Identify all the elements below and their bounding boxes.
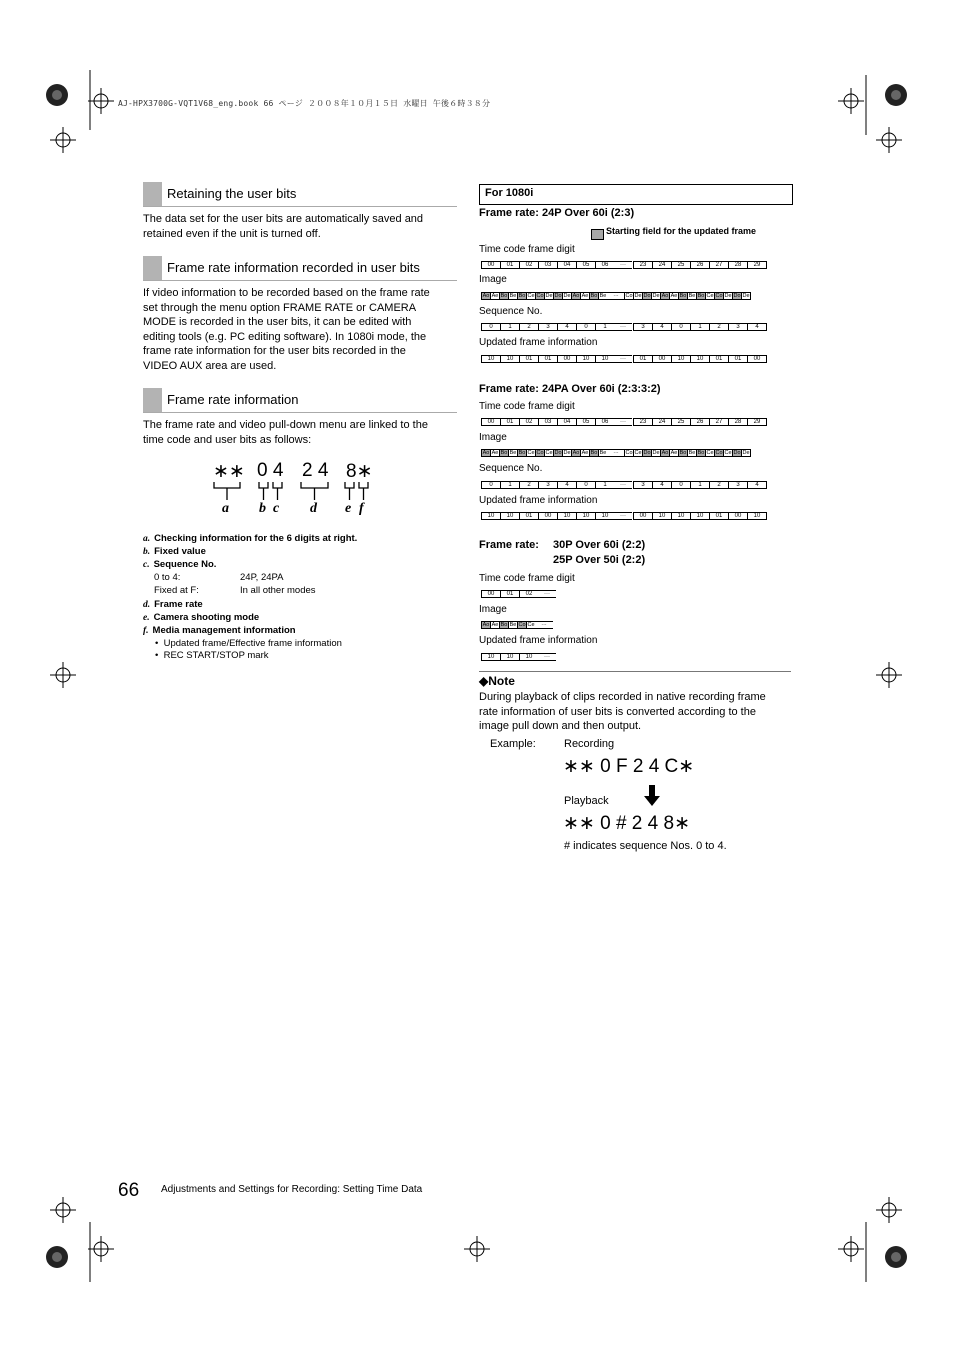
label-image: Image — [479, 604, 507, 615]
table-cell: Ae — [670, 450, 678, 456]
crosshair-icon — [876, 127, 902, 153]
upd-row-3 — [481, 653, 557, 661]
table-cell: ··· — [614, 355, 632, 363]
tc-row-1 — [481, 261, 766, 269]
table-cell: Ce — [527, 293, 535, 299]
table-cell: 00 — [747, 355, 767, 363]
text-line: MODE is recorded in the user bits, it can be edited with — [143, 316, 412, 328]
section-heading-retaining — [143, 182, 457, 207]
sequence-row-label: Fixed at F: — [154, 585, 199, 596]
table-cell: 06 — [595, 261, 615, 269]
table-cell: Bo — [697, 293, 705, 299]
table-cell: 3 — [538, 323, 558, 331]
table-cell: 4 — [557, 323, 577, 331]
table-cell: Be — [509, 622, 517, 628]
table-cell: 10 — [595, 512, 615, 520]
table-cell: Ae — [491, 622, 499, 628]
table-cell: 00 — [652, 355, 672, 363]
sequence-row-value: 24P, 24PA — [240, 572, 284, 583]
legend-item-c: c. Sequence No. — [143, 559, 217, 570]
table-cell: 0 — [481, 323, 501, 331]
table-cell: 05 — [576, 261, 596, 269]
table-cell: Be — [509, 293, 517, 299]
image-row-1 — [481, 292, 750, 300]
text-line: The data set for the user bits are automatically saved and — [143, 213, 424, 225]
label-tc: Time code frame digit — [479, 573, 575, 584]
table-cell: Ao — [661, 450, 669, 456]
table-cell: De — [742, 293, 750, 299]
table-cell: Be — [688, 450, 696, 456]
table-cell: 0 — [576, 481, 596, 489]
table-cell: Ae — [581, 450, 589, 456]
label-seq: Sequence No. — [479, 306, 543, 317]
table-cell: 10 — [747, 512, 767, 520]
text-line: rate information of user bits is converted according to the — [479, 705, 756, 718]
table-cell: Bo — [518, 450, 526, 456]
table-cell: Ce — [706, 293, 714, 299]
table-cell: Ce — [527, 450, 535, 456]
table-cell: Ao — [482, 622, 490, 628]
bullet-item: • Updated frame/Effective frame information — [155, 638, 342, 649]
table-cell: ··· — [614, 481, 632, 489]
file-header-line: AJ-HPX3700G-VQT1V68_eng.book 66 ページ ２００８年１０月１５日 水曜日 午後６時３８分 — [118, 99, 491, 108]
for-1080i-box — [479, 184, 793, 205]
tc-row-2 — [481, 418, 766, 426]
table-cell: 24 — [652, 418, 672, 426]
table-cell: 10 — [500, 512, 520, 520]
table-cell: Do — [733, 293, 741, 299]
text-line: image pull down and then output. — [479, 720, 642, 732]
table-cell: 10 — [500, 653, 520, 661]
table-cell: De — [545, 293, 553, 299]
table-cell: Bo — [518, 293, 526, 299]
label-image: Image — [479, 432, 507, 443]
label-tc: Time code frame digit — [479, 401, 575, 412]
label-seq: Sequence No. — [479, 463, 543, 474]
table-cell: 01 — [633, 355, 653, 363]
info-body — [143, 418, 455, 447]
table-cell: ··· — [607, 449, 625, 457]
frame-rate-title-3a: 30P Over 60i (2:2) — [553, 539, 646, 551]
frame-rate-title-3b: 25P Over 50i (2:2) — [553, 554, 646, 566]
crosshair-icon — [876, 662, 902, 688]
table-cell: 04 — [557, 261, 577, 269]
table-cell: 10 — [481, 512, 501, 520]
table-cell: 4 — [652, 323, 672, 331]
table-cell: Bo — [500, 622, 508, 628]
table-cell: De — [563, 450, 571, 456]
tc-letter-c: c — [273, 501, 280, 516]
table-cell: 01 — [538, 355, 558, 363]
table-cell: 1 — [690, 481, 710, 489]
legend-item-b: b. Fixed value — [143, 546, 206, 557]
table-cell: 10 — [557, 512, 577, 520]
heading-bar — [143, 388, 162, 412]
label-upd: Updated frame information — [479, 337, 598, 348]
table-cell: Be — [509, 450, 517, 456]
table-cell: Ao — [482, 293, 490, 299]
seq-row-1 — [481, 323, 766, 331]
table-cell: ··· — [538, 590, 556, 598]
bullet-item: • REC START/STOP mark — [155, 650, 269, 661]
tc-letter-b: b — [259, 501, 266, 516]
label-tc: Time code frame digit — [479, 244, 575, 255]
table-cell: Ae — [581, 293, 589, 299]
table-cell: 03 — [538, 261, 558, 269]
table-cell: Ce — [527, 622, 535, 628]
text-line: The frame rate and video pull-down menu are linked to the — [143, 419, 428, 431]
tc-group-8: 8∗ — [346, 461, 373, 482]
tc-letter-f: f — [359, 501, 364, 516]
table-cell: Co — [715, 450, 723, 456]
note-heading: ◆Note — [479, 674, 515, 688]
table-cell: 1 — [595, 323, 615, 331]
table-cell: 02 — [519, 590, 539, 598]
table-cell: Do — [554, 450, 562, 456]
footer-title: Adjustments and Settings for Recording: Setting Time Data — [161, 1184, 423, 1195]
upd-row-1 — [481, 355, 766, 363]
box-title: For 1080i — [485, 187, 534, 199]
crosshair-icon — [50, 1197, 76, 1223]
table-cell: Ce — [634, 450, 642, 456]
tc-letter-d: d — [310, 501, 317, 516]
legend-item-a: a. Checking information for the 6 digits at right. — [143, 533, 358, 544]
section-heading-info — [143, 388, 457, 413]
table-cell: ··· — [614, 512, 632, 520]
table-cell: 0 — [576, 323, 596, 331]
table-cell: 2 — [709, 481, 729, 489]
table-cell: Co — [625, 450, 633, 456]
table-cell: Do — [643, 293, 651, 299]
registration-mark-icon — [866, 1222, 916, 1282]
table-cell: 28 — [728, 418, 748, 426]
table-cell: 01 — [500, 261, 520, 269]
table-cell: Ae — [491, 450, 499, 456]
table-cell: 1 — [500, 323, 520, 331]
seq-row-2 — [481, 481, 766, 489]
table-cell: 00 — [481, 261, 501, 269]
table-cell: ··· — [614, 323, 632, 331]
text-line: During playback of clips recorded in native recording frame — [479, 691, 766, 703]
table-cell: Co — [536, 293, 544, 299]
table-cell: 3 — [728, 323, 748, 331]
table-cell: De — [634, 293, 642, 299]
table-cell: 03 — [538, 418, 558, 426]
table-cell: 10 — [481, 653, 501, 661]
table-cell: 3 — [728, 481, 748, 489]
section-title: Frame rate information recorded in user bits — [167, 260, 420, 275]
table-cell: 2 — [519, 481, 539, 489]
table-cell: Ao — [482, 450, 490, 456]
image-row-3 — [481, 621, 552, 629]
table-cell: 10 — [576, 355, 596, 363]
table-cell: 0 — [671, 323, 691, 331]
table-cell: 01 — [709, 355, 729, 363]
table-cell: 3 — [633, 481, 653, 489]
table-cell: 10 — [671, 512, 691, 520]
example-label: Example: — [490, 738, 536, 750]
legend-item-d: d. Frame rate — [143, 599, 203, 610]
table-cell: Do — [733, 450, 741, 456]
table-cell: 00 — [728, 512, 748, 520]
table-cell: 02 — [519, 261, 539, 269]
text-line: time code and user bits as follows: — [143, 433, 312, 446]
heading-bar — [143, 182, 162, 206]
label-image: Image — [479, 274, 507, 285]
table-cell: 00 — [538, 512, 558, 520]
table-cell: 01 — [519, 355, 539, 363]
table-cell: 3 — [538, 481, 558, 489]
table-cell: 00 — [633, 512, 653, 520]
label-upd: Updated frame information — [479, 495, 598, 506]
table-cell: 27 — [709, 261, 729, 269]
table-cell: 25 — [671, 418, 691, 426]
arrow-down-icon — [643, 785, 661, 807]
sequence-row-label: 0 to 4: — [154, 572, 181, 583]
table-cell: 26 — [690, 418, 710, 426]
table-cell: ··· — [538, 653, 556, 661]
label-upd: Updated frame information — [479, 635, 598, 646]
page-number: 66 — [118, 1180, 140, 1201]
table-cell: 01 — [500, 590, 520, 598]
tc-letter-a: a — [222, 501, 229, 516]
text-line: If video information to be recorded based on the frame rate — [143, 287, 430, 299]
text-line: editing tools (e.g. PC editing software). In 1080i mode, the — [143, 330, 427, 343]
retaining-body — [143, 212, 455, 241]
table-cell: 24 — [652, 261, 672, 269]
legend-item-e: e. Camera shooting mode — [143, 612, 260, 623]
tc-row-3 — [481, 590, 557, 598]
recording-code: ∗∗ 0 F 2 4 C∗ — [563, 756, 695, 777]
table-cell: Ce — [706, 450, 714, 456]
table-cell: 0 — [671, 481, 691, 489]
frame-rate-title-3-label: Frame rate: — [479, 539, 539, 551]
text-line: VIDEO AUX area are used. — [143, 359, 277, 372]
table-cell: Co — [715, 293, 723, 299]
frame-rate-title-1: Frame rate: 24P Over 60i (2:3) — [479, 207, 635, 219]
table-cell: 00 — [481, 418, 501, 426]
starting-field-swatch — [591, 229, 604, 240]
crosshair-icon — [876, 1197, 902, 1223]
sequence-row-value: In all other modes — [240, 585, 316, 596]
image-row-2 — [481, 449, 750, 457]
table-cell: Be — [599, 450, 607, 456]
table-cell: 23 — [633, 261, 653, 269]
table-cell: Ce — [545, 450, 553, 456]
table-cell: 10 — [481, 355, 501, 363]
table-cell: 00 — [481, 590, 501, 598]
table-cell: Bo — [500, 293, 508, 299]
table-cell: Bo — [500, 450, 508, 456]
legend-item-f: f. Media management information — [143, 625, 296, 636]
table-cell: Ae — [491, 293, 499, 299]
table-cell: 2 — [519, 323, 539, 331]
table-cell: Ao — [572, 450, 580, 456]
table-cell: Ce — [724, 450, 732, 456]
table-cell: 1 — [595, 481, 615, 489]
table-cell: 06 — [595, 418, 615, 426]
note-body — [479, 690, 791, 734]
table-cell: De — [652, 450, 660, 456]
registration-mark-icon — [40, 70, 90, 130]
registration-mark-icon — [866, 75, 916, 135]
tc-group-04: 0 4 — [257, 460, 284, 481]
table-cell: Co — [625, 293, 633, 299]
registration-mark-icon — [40, 1222, 90, 1282]
table-cell: ··· — [614, 418, 632, 426]
table-cell: 02 — [519, 418, 539, 426]
table-cell: 1 — [500, 481, 520, 489]
upd-row-2 — [481, 512, 766, 520]
playback-code: ∗∗ 0 # 2 4 8∗ — [563, 813, 690, 834]
crosshair-icon — [464, 1236, 490, 1262]
table-cell: Be — [688, 293, 696, 299]
section-title: Frame rate information — [167, 392, 299, 407]
table-cell: 10 — [500, 355, 520, 363]
crosshair-icon — [88, 88, 114, 114]
table-cell: 0 — [481, 481, 501, 489]
hash-note: # indicates sequence Nos. 0 to 4. — [564, 840, 727, 852]
table-cell: Bo — [679, 450, 687, 456]
table-cell: 05 — [576, 418, 596, 426]
starting-field-legend: Starting field for the updated frame — [606, 226, 757, 236]
text-line: retained even if the unit is turned off. — [143, 227, 321, 240]
table-cell: 01 — [709, 512, 729, 520]
table-cell: 04 — [557, 418, 577, 426]
tc-bracket-lines — [210, 482, 380, 504]
recorded-body — [143, 286, 455, 373]
crosshair-icon — [88, 1236, 114, 1262]
table-cell: 10 — [671, 355, 691, 363]
table-cell: Bo — [697, 450, 705, 456]
table-cell: 25 — [671, 261, 691, 269]
table-cell: Be — [599, 293, 607, 299]
table-cell: Ao — [661, 293, 669, 299]
table-cell: 4 — [747, 481, 767, 489]
frame-rate-title-2: Frame rate: 24PA Over 60i (2:3:3:2) — [479, 383, 661, 395]
table-cell: 2 — [709, 323, 729, 331]
table-cell: 10 — [652, 512, 672, 520]
section-title: Retaining the user bits — [167, 186, 297, 201]
table-cell: 01 — [500, 418, 520, 426]
divider — [479, 671, 791, 672]
diamond-icon: ◆ — [479, 674, 489, 688]
tc-letter-e: e — [345, 501, 352, 516]
crosshair-icon — [838, 1236, 864, 1262]
table-cell: De — [563, 293, 571, 299]
table-cell: 4 — [652, 481, 672, 489]
table-cell: 10 — [519, 653, 539, 661]
table-cell: 10 — [690, 355, 710, 363]
table-cell: Co — [518, 622, 526, 628]
heading-bar — [143, 256, 162, 280]
crosshair-icon — [838, 88, 864, 114]
table-cell: 00 — [557, 355, 577, 363]
table-cell: De — [724, 293, 732, 299]
table-cell: Bo — [590, 293, 598, 299]
table-cell: Do — [643, 450, 651, 456]
crosshair-icon — [50, 662, 76, 688]
tc-group-24: 2 4 — [302, 460, 329, 481]
table-cell: ··· — [607, 292, 625, 300]
table-cell: 3 — [633, 323, 653, 331]
recording-label: Recording — [564, 738, 615, 750]
table-cell: 29 — [747, 261, 767, 269]
table-cell: ··· — [614, 261, 632, 269]
table-cell: De — [652, 293, 660, 299]
text-line: frame rate information for the user bits recorded in the — [143, 345, 406, 357]
table-cell: 01 — [728, 355, 748, 363]
table-cell: 4 — [747, 323, 767, 331]
text-line: set through the menu option FRAME RATE or CAMERA — [143, 301, 417, 314]
table-cell: 26 — [690, 261, 710, 269]
table-cell: Co — [536, 450, 544, 456]
crosshair-icon — [50, 127, 76, 153]
table-cell: Do — [554, 293, 562, 299]
table-cell: Ae — [670, 293, 678, 299]
table-cell: 28 — [728, 261, 748, 269]
table-cell: Bo — [679, 293, 687, 299]
table-cell: 4 — [557, 481, 577, 489]
section-heading-recorded — [143, 256, 457, 281]
table-cell: Ao — [572, 293, 580, 299]
table-cell: ··· — [535, 621, 553, 629]
table-cell: De — [742, 450, 750, 456]
table-cell: 23 — [633, 418, 653, 426]
table-cell: 10 — [690, 512, 710, 520]
table-cell: 10 — [576, 512, 596, 520]
table-cell: 10 — [595, 355, 615, 363]
table-cell: 27 — [709, 418, 729, 426]
tc-stars: ∗∗ — [213, 461, 245, 482]
table-cell: 1 — [690, 323, 710, 331]
playback-label: Playback — [564, 795, 609, 807]
table-cell: Bo — [590, 450, 598, 456]
table-cell: 01 — [519, 512, 539, 520]
table-cell: 29 — [747, 418, 767, 426]
